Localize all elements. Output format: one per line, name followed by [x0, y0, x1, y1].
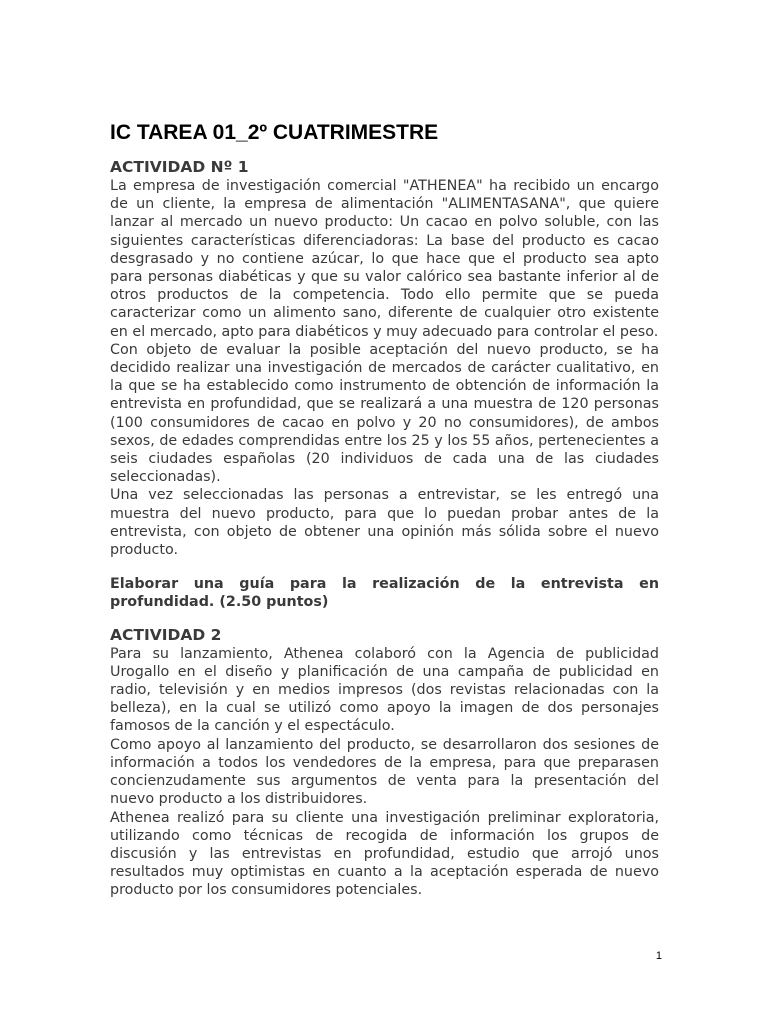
actividad-2-heading: ACTIVIDAD 2 — [110, 625, 222, 644]
actividad-1-paragraph: La empresa de investigación comercial "ATHENEA" ha recibido un encargo de un cliente, la empresa de alimentación "ALIMENTASANA", que quiere lanzar al mercado un nuevo producto: Un cacao en polvo soluble, con las siguientes características diferenciadoras: La base del producto es cacao desgrasado y no contiene azúcar, lo que hace que el producto sea apto para personas diabéticas y que su valor calórico sea bastante inferior al de otros productos de la competencia. Todo ello permite que se pueda caracterizar como un alimento sano, diferente de cualquier otro existente en el mercado, apto para diabéticos y muy adecuado para controlar el peso. — [110, 178, 659, 340]
actividad-2-paragraph: Como apoyo al lanzamiento del producto, se desarrollaron dos sesiones de información a todos los vendedores de la empresa, para que preparasen concienzudamente sus argumentos de venta para la presentación del nuevo producto a los distribuidores. — [110, 736, 659, 808]
actividad-1-section — [110, 158, 659, 612]
page-number: 1 — [655, 950, 662, 962]
page-content — [110, 120, 659, 900]
document-title: IC TAREA 01_2º CUATRIMESTRE — [110, 121, 439, 144]
actividad-1-paragraph: Con objeto de evaluar la posible aceptación del nuevo producto, se ha decidido realizar una investigación de mercados de carácter cualitativo, en la que se ha establecido como instrumento de obtención de información la entrevista en profundidad, que se realizará a una muestra de 120 personas (100 consumidores de cacao en polvo y 20 no consumidores), de ambos sexos, de edades comprendidas entre los 25 y los 55 años, pertenecientes a seis ciudades españolas (20 individuos de cada una de las ciudades seleccionadas). — [110, 341, 659, 486]
actividad-2-paragraph: Para su lanzamiento, Athenea colaboró con la Agencia de publicidad Urogallo en el diseño y planificación de una campaña de publicidad en radio, televisión y en medios impresos (dos revistas relacionadas con la belleza), en la cual se utilizó como apoyo la imagen de dos personajes famosos de la canción y el espectáculo. — [110, 645, 659, 735]
actividad-1-paragraph: Una vez seleccionadas las personas a entrevistar, se les entregó una muestra del nuevo producto, para que lo puedan probar antes de la entrevista, con objeto de obtener una opinión más sólida sobre el nuevo producto. — [110, 487, 659, 559]
actividad-2-paragraph: Athenea realizó para su cliente una investigación preliminar exploratoria, utilizando como técnicas de recogida de información los grupos de discusión y las entrevistas en profundidad, estudio que arrojó unos resultados muy optimistas en cuanto a la aceptación esperada de nuevo producto por los consumidores potenciales. — [110, 809, 659, 899]
actividad-1-heading: ACTIVIDAD Nº 1 — [110, 158, 249, 176]
actividad-1-task: Elaborar una guía para la realización de la entrevista en profundidad. (2.50 puntos) — [110, 576, 659, 611]
actividad-2-section — [110, 626, 659, 900]
